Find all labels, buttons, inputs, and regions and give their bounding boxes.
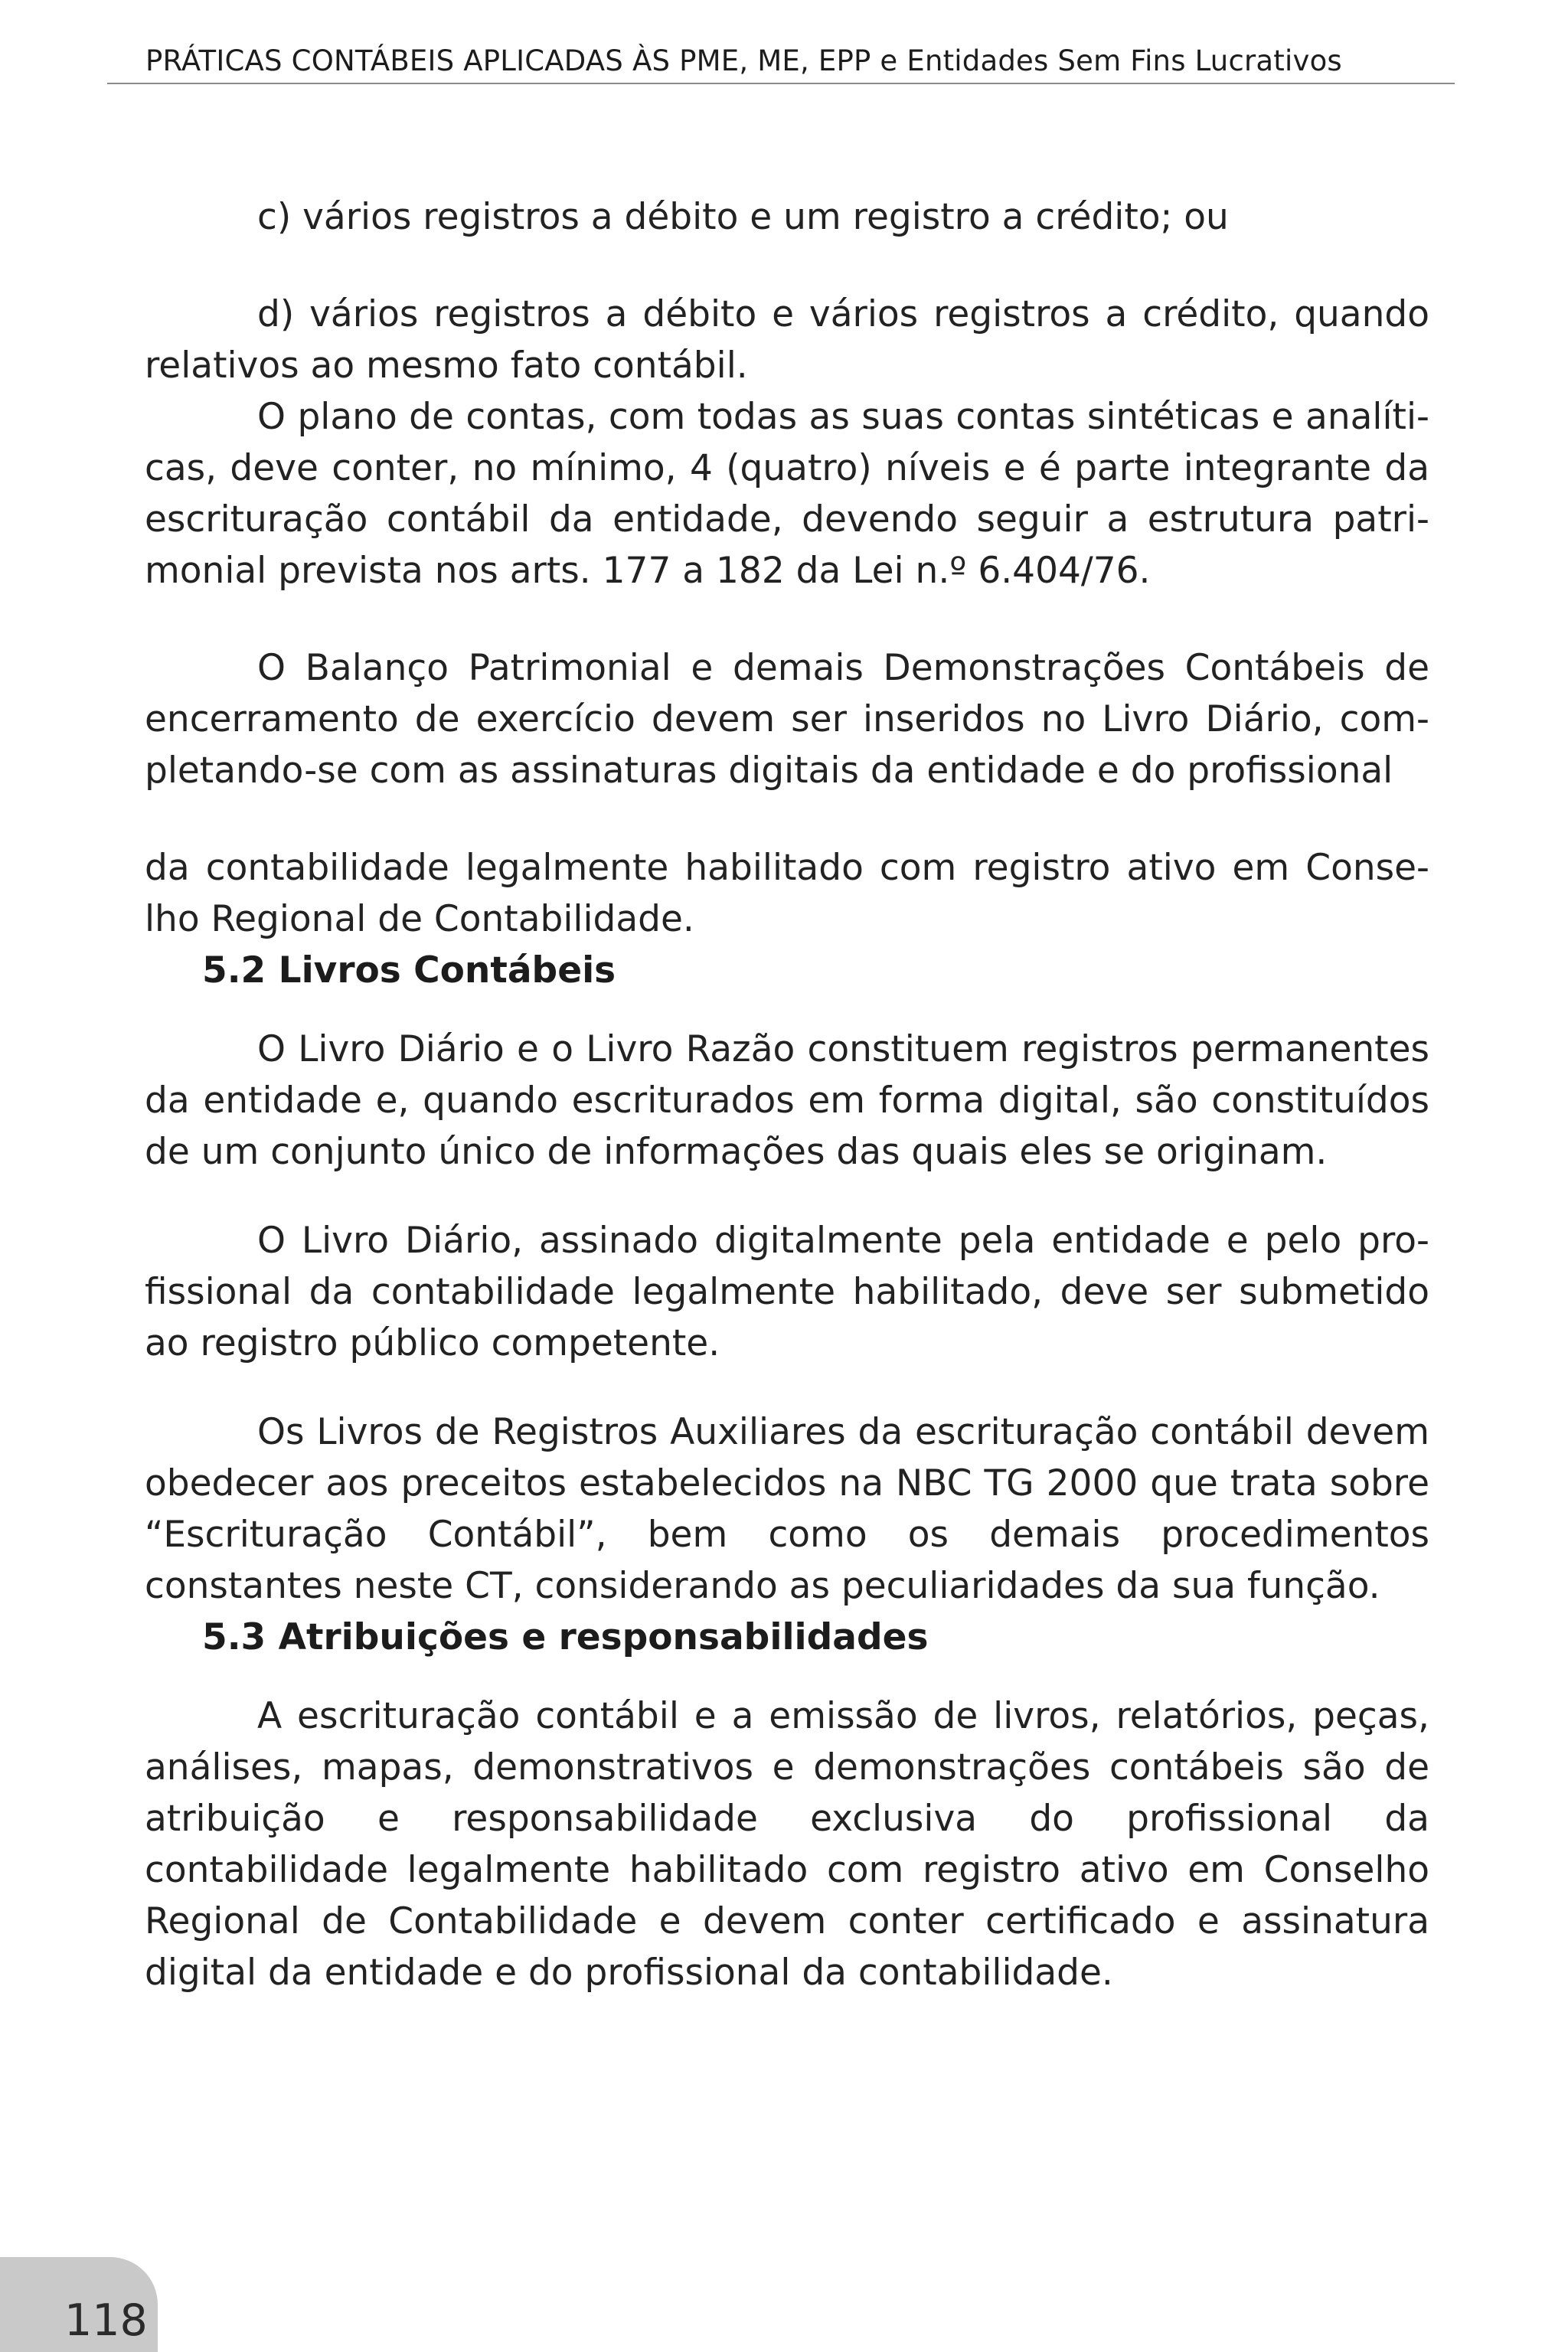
paragraph-item-d: d) vários registros a débito e vários registros a crédito, quando relativos ao mesmo fato contábil.	[145, 293, 1429, 387]
paragraph-journal-registration: O Livro Diário, assinado digitalmente pela entidade e pelo profissional da contabilidade legalmente habilitado, deve ser submetido ao registro público competente.	[145, 1220, 1429, 1364]
page-number: 118	[64, 2295, 148, 2346]
paragraph-responsibilities: A escrituração contábil e a emissão de livros, relatórios, peças, análises, mapas, demonstrativos e demonstrações contábeis são de atribuição e responsabilidade exclusiva do profissional da contabilidade legalmente habilitado com registro ativo em Conselho Regional de Contabilidade e devem conter certificado e assinatura digital da entidade e do profissional da contabilidade.	[145, 1695, 1429, 1994]
paragraph-ledgers: O Livro Diário e o Livro Razão constituem registros permanentes da entidade e, quando escriturados em forma digital, são constituídos de um conjunto único de informações das quais eles se originam.	[145, 1028, 1429, 1173]
paragraph-item-c: c) vários registros a débito e um registro a crédito; ou	[257, 196, 1229, 238]
section-heading-5-2: 5.2 Livros Contábeis	[202, 949, 616, 991]
paragraph-chart-of-accounts: O plano de contas, com todas as suas contas sintéticas e analíticas, deve conter, no mínimo, 4 (quatro) níveis e é parte integrante da escrituração contábil da entidade, devendo seguir a estrutura patrimonial prevista nos arts. 177 a 182 da Lei n.º 6.404/76.	[145, 396, 1429, 592]
paragraph-balance-sheet: O Balanço Patrimonial e demais Demonstrações Contábeis de encerramento de exercício devem ser inseridos no Livro Diário, completando-se com as assinaturas digitais da entidade e do profissional	[145, 647, 1429, 792]
paragraph-auxiliary-books: Os Livros de Registros Auxiliares da escrituração contábil devem obedecer aos preceitos estabelecidos na NBC TG 2000 que trata sobre “Escrituração Contábil”, bem como os demais procedimentos constantes neste CT, considerando as peculiaridades da sua função.	[145, 1411, 1429, 1607]
running-header: PRÁTICAS CONTÁBEIS APLICADAS ÀS PME, ME, EPP e Entidades Sem Fins Lucrativos	[145, 44, 1342, 77]
paragraph-balance-sheet-continued: da contabilidade legalmente habilitado com registro ativo em Conselho Regional de Contabilidade.	[145, 847, 1429, 940]
body-text	[145, 191, 1429, 1998]
header-rule	[107, 83, 1455, 84]
section-heading-5-3: 5.3 Atribuições e responsabilidades	[202, 1616, 929, 1658]
